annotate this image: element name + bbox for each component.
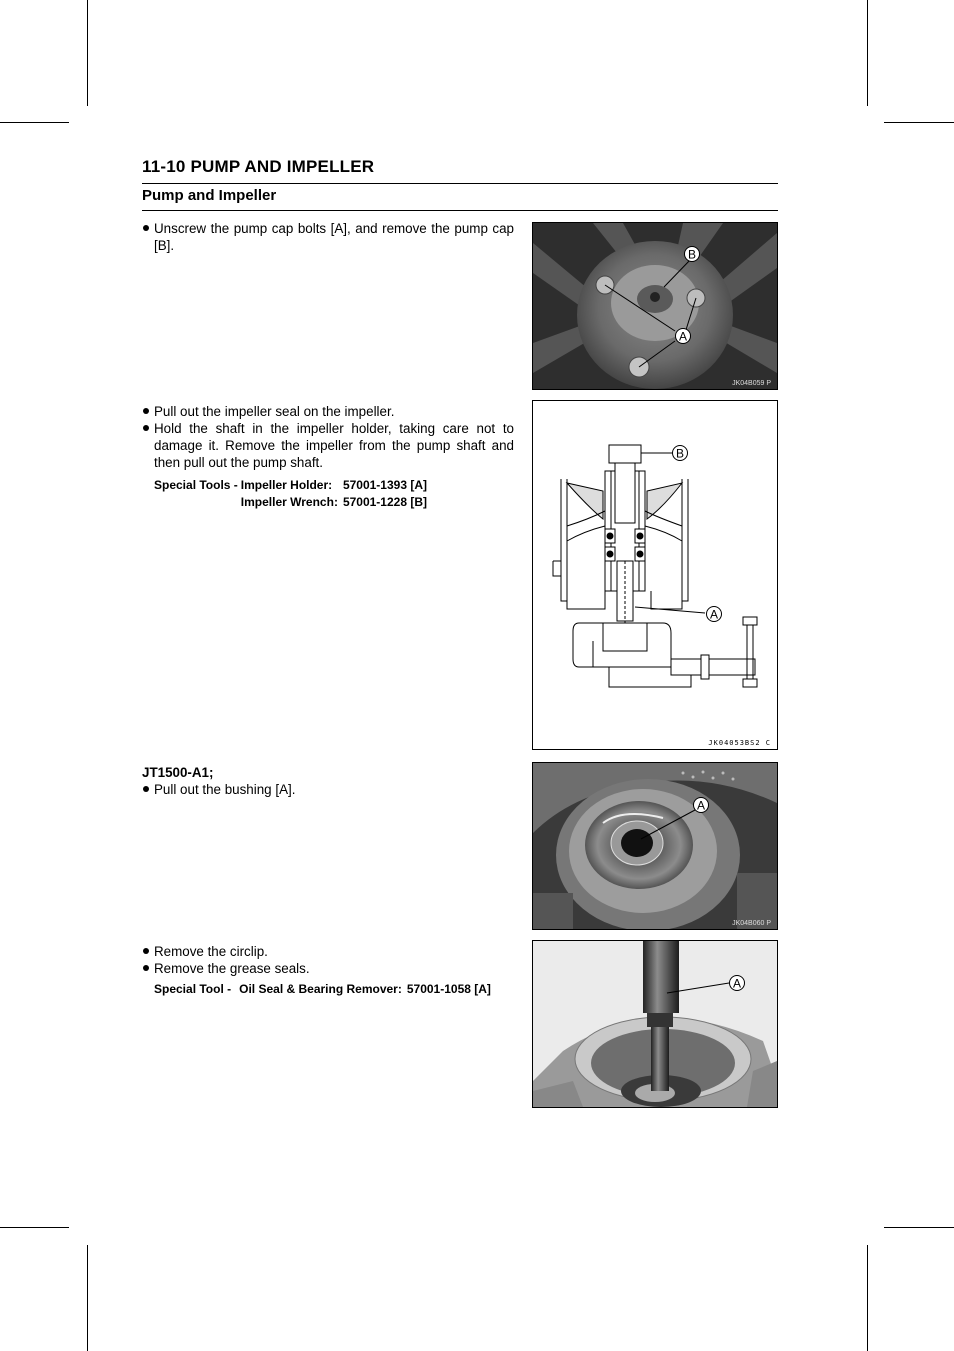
step2-text [142, 403, 514, 511]
figure-code: JK04B060 P [732, 920, 771, 927]
tool-number: 57001-1393 [A] [342, 478, 427, 492]
tool-number: 57001-1228 [B] [342, 495, 427, 509]
crop-mark [87, 0, 88, 106]
step4-bullet-1: Remove the circlip. [142, 943, 514, 960]
impeller-removal-labels [533, 401, 777, 749]
section-title: Pump and Impeller [142, 187, 277, 204]
callout-a: A [709, 607, 719, 622]
step4-bullet-2: Remove the grease seals. [142, 960, 514, 977]
crop-mark [867, 0, 868, 106]
figure-code: JK04053BS2 C [708, 739, 771, 747]
step1-text [142, 220, 514, 254]
pump-cap-photo [532, 222, 778, 390]
step2-bullet-1: Pull out the impeller seal on the impeller. [142, 403, 514, 420]
section-rule [142, 210, 778, 211]
tool-number: 57001-1058 [A] [406, 982, 491, 996]
crop-mark [0, 122, 69, 123]
tools-table [154, 981, 491, 998]
crop-mark [0, 1227, 69, 1228]
pump-cap-photo-drawing [533, 223, 777, 389]
callout-b: B [675, 446, 685, 461]
callout-a: A [732, 976, 742, 991]
special-tools [142, 981, 514, 998]
step4-text [142, 943, 514, 998]
crop-mark [884, 122, 954, 123]
impeller-removal-diagram [532, 400, 778, 750]
tool-name: Oil Seal & Bearing Remover: [239, 982, 402, 996]
bushing-photo-drawing [533, 763, 777, 929]
callout-a: A [696, 798, 706, 813]
model-label: JT1500-A1; [142, 765, 214, 780]
step1-bullet: Unscrew the pump cap bolts [A], and remove the pump cap [B]. [142, 220, 514, 254]
callout-b: B [687, 247, 697, 262]
seal-remover-photo-drawing [533, 941, 777, 1107]
step3-bullet: Pull out the bushing [A]. [142, 781, 514, 798]
figure-code: JK04B059 P [732, 380, 771, 387]
page-title: 11-10 PUMP AND IMPELLER [142, 157, 375, 176]
step3-text [142, 764, 514, 798]
crop-mark [884, 1227, 954, 1228]
tool-name: Impeller Holder: [240, 478, 333, 492]
seal-remover-photo [532, 940, 778, 1108]
crop-mark [87, 1245, 88, 1351]
step2-bullet-2: Hold the shaft in the impeller holder, taking care not to damage it. Remove the impeller from the pump shaft and then pull out the pump shaft. [142, 420, 514, 471]
tool-name: Impeller Wrench: [240, 495, 338, 509]
title-rule [142, 183, 778, 184]
tools-label: Special Tools - [154, 478, 238, 492]
tools-table [154, 477, 427, 511]
special-tools [142, 477, 514, 511]
tools-label: Special Tool - [154, 982, 232, 996]
bushing-photo [532, 762, 778, 930]
crop-mark [867, 1245, 868, 1351]
callout-a: A [678, 329, 688, 344]
